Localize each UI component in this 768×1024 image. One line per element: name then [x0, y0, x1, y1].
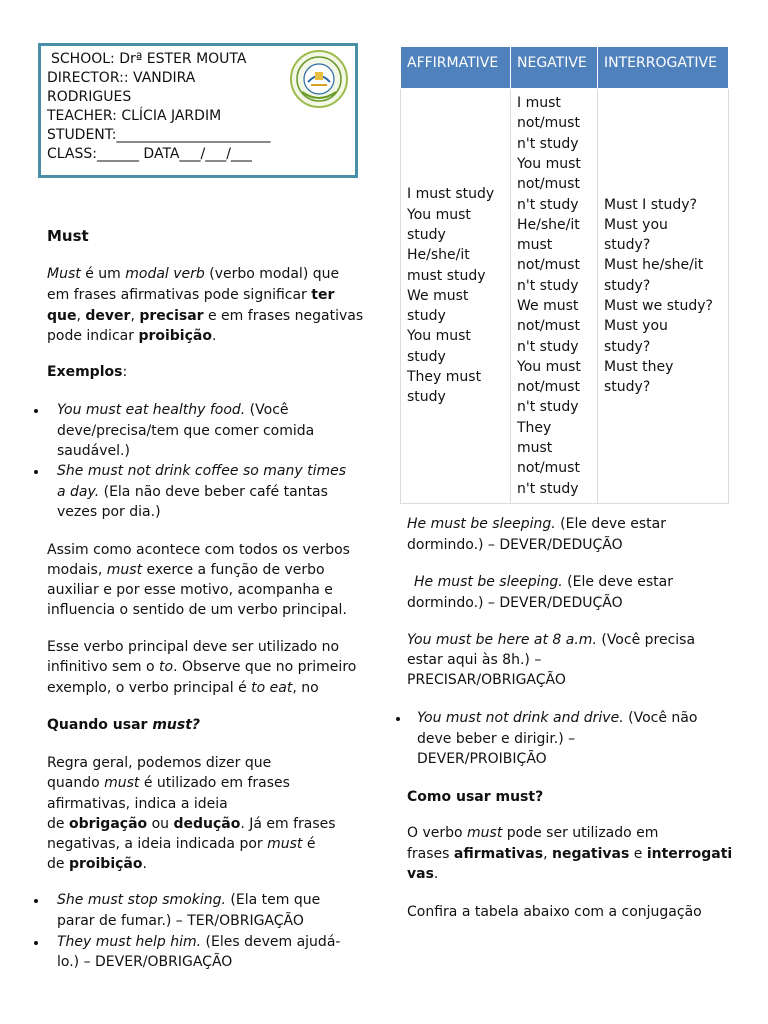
cell-line: must: [517, 440, 553, 457]
when-line-5: negativas, a ideia indicada por must é: [47, 836, 316, 852]
cell-line: We must: [517, 298, 579, 314]
how-to-use-line-1: O verbo must pode ser utilizado em: [407, 825, 659, 841]
cell-line: You must: [517, 155, 581, 172]
cell-line: n't study: [517, 480, 579, 497]
modal-para-line-3: auxiliar e por esse motivo, acompanha e: [47, 582, 333, 598]
cell-line: must: [517, 237, 553, 254]
header-negative: NEGATIVE: [511, 47, 598, 89]
cell-line: not/must: [517, 379, 580, 396]
cell-line: study: [407, 308, 446, 325]
modal-para-line-2: modais, must exerce a função de verbo: [47, 562, 325, 578]
page-title: Must: [47, 227, 89, 245]
cell-line: study: [407, 348, 446, 365]
prohibition-example-line-2: deve beber e dirigir.) –: [417, 731, 576, 747]
bullet-stop-smoking-line-2: parar de fumar.) – TER/OBRIGAÇÃO: [57, 913, 304, 929]
cell-line: I must study: [407, 186, 495, 203]
cell-line: You must: [517, 358, 581, 375]
infinitive-para-line-3: exemplo, o verbo principal é to eat, no: [47, 680, 319, 696]
intro-line-2: em frases afirmativas pode significar ter: [47, 287, 335, 303]
obligation-example-line-2: estar aqui às 8h.) –: [407, 652, 542, 668]
confira-line: Confira a tabela abaixo com a conjugação: [407, 904, 702, 920]
bullet-help-him-line-1: They must help him. (Eles devem ajudá-: [57, 934, 341, 950]
when-line-4: de obrigação ou dedução. Já em frases: [47, 816, 336, 832]
cell-line: You must: [407, 206, 471, 223]
cell-line: not/must: [517, 176, 580, 193]
affirmative-cell: [401, 89, 511, 504]
examples-label: Exemplos:: [47, 364, 128, 380]
cell-line: I must: [517, 95, 561, 112]
cell-line: study?: [604, 338, 651, 355]
cell-line: n't study: [517, 338, 579, 355]
example-1-line-3: saudável.): [57, 443, 130, 459]
cell-line: n't study: [517, 196, 579, 213]
example-2-line-2: a day. (Ela não deve beber café tantas: [57, 484, 328, 500]
cell-line: He/she/it: [517, 216, 580, 233]
school-name: SCHOOL: Drª ESTER MOUTA: [51, 51, 247, 67]
cell-line: Must he/she/it: [604, 257, 704, 274]
obligation-example-line-3: PRECISAR/OBRIGAÇÃO: [407, 672, 566, 688]
infinitive-para-line-2: infinitivo sem o to. Observe que no primeiro: [47, 659, 357, 675]
when-line-3: afirmativas, indica a ideia: [47, 796, 228, 812]
when-line-1: Regra geral, podemos dizer que: [47, 755, 272, 771]
intro-line-4: pode indicar proibição.: [47, 328, 217, 344]
cell-line: study?: [604, 379, 651, 396]
header-affirmative: AFFIRMATIVE: [401, 47, 511, 89]
cell-line: n't study: [517, 399, 579, 416]
cell-line: not/must: [517, 115, 580, 132]
cell-line: He/she/it: [407, 247, 470, 264]
example-2-line-3: vezes por dia.): [57, 504, 161, 520]
example-1-line-2: deve/precisa/tem que comer comida: [57, 423, 315, 439]
cell-line: study?: [604, 277, 651, 294]
cell-line: not/must: [517, 460, 580, 477]
cell-line: n't study: [517, 135, 579, 152]
interrogative-cell: [598, 89, 729, 504]
example-1-line-1: You must eat healthy food. (Você: [57, 402, 289, 418]
cell-line: study?: [604, 237, 651, 254]
negative-cell: [511, 89, 598, 504]
class-data-line: CLASS:______ DATA___/___/___: [47, 146, 252, 162]
modal-para-line-1: Assim como acontece com todos os verbos: [47, 542, 350, 558]
director-line-2: RODRIGUES: [47, 89, 132, 105]
cell-line: Must they: [604, 358, 674, 375]
cell-line: They: [517, 419, 552, 436]
obligation-example-line-1: You must be here at 8 a.m. (Você precisa: [407, 632, 696, 648]
seal-emblem-icon: [292, 52, 346, 106]
how-to-use-line-2: frases afirmativas, negativas e interrogati: [407, 846, 733, 862]
when-line-6: de proibição.: [47, 856, 147, 872]
cell-line: Must we study?: [604, 298, 713, 314]
intro-line-1: Must é um modal verb (verbo modal) que: [47, 266, 340, 282]
header-interrogative: INTERROGATIVE: [598, 47, 729, 89]
how-to-use-heading: Como usar must?: [407, 789, 544, 805]
cell-line: not/must: [517, 257, 580, 274]
bullet-dot: [34, 409, 38, 413]
when-heading: Quando usar must?: [47, 717, 201, 733]
director-line-1: DIRECTOR:: VANDIRA: [47, 70, 196, 86]
cell-line: study: [407, 389, 446, 406]
cell-line: We must: [407, 287, 469, 304]
deduction-example-2-line-1: He must be sleeping. (Ele deve estar: [414, 574, 673, 590]
intro-line-3: que, dever, precisar e em frases negativas: [47, 308, 364, 324]
bullet-stop-smoking-line-1: She must stop smoking. (Ela tem que: [57, 892, 321, 908]
bullet-dot: [34, 470, 38, 474]
cell-line: You must: [407, 328, 471, 345]
bullet-dot: [396, 717, 400, 721]
cell-line: Must I study?: [604, 196, 698, 213]
cell-line: not/must: [517, 318, 580, 335]
teacher-line: TEACHER: CLÍCIA JARDIM: [47, 108, 222, 124]
prohibition-example-line-3: DEVER/PROIBIÇÃO: [417, 751, 547, 767]
modal-para-line-4: influencia o sentido de um verbo principal.: [47, 602, 347, 618]
cell-line: n't study: [517, 277, 579, 294]
infinitive-para-line-1: Esse verbo principal deve ser utilizado no: [47, 639, 340, 655]
bullet-dot: [34, 899, 38, 903]
deduction-example-1-line-2: dormindo.) – DEVER/DEDUÇÃO: [407, 537, 623, 553]
conjugation-table: [400, 46, 729, 504]
when-line-2: quando must é utilizado em frases: [47, 775, 290, 791]
cell-line: They must: [407, 369, 482, 386]
example-2-line-1: She must not drink coffee so many times: [57, 463, 347, 479]
prohibition-example-line-1: You must not drink and drive. (Você não: [417, 710, 698, 726]
cell-line: Must you: [604, 216, 668, 233]
bullet-dot: [34, 941, 38, 945]
deduction-example-1-line-1: He must be sleeping. (Ele deve estar: [407, 516, 666, 532]
cell-line: Must you: [604, 318, 668, 335]
how-to-use-line-3: vas.: [407, 866, 439, 882]
deduction-example-2-line-2: dormindo.) – DEVER/DEDUÇÃO: [407, 595, 623, 611]
cell-line: study: [407, 226, 446, 243]
school-seal-logo: [290, 50, 348, 108]
bullet-help-him-line-2: lo.) – DEVER/OBRIGAÇÃO: [57, 954, 233, 970]
student-line: STUDENT:______________________: [47, 127, 271, 143]
cell-line: must study: [407, 267, 486, 284]
